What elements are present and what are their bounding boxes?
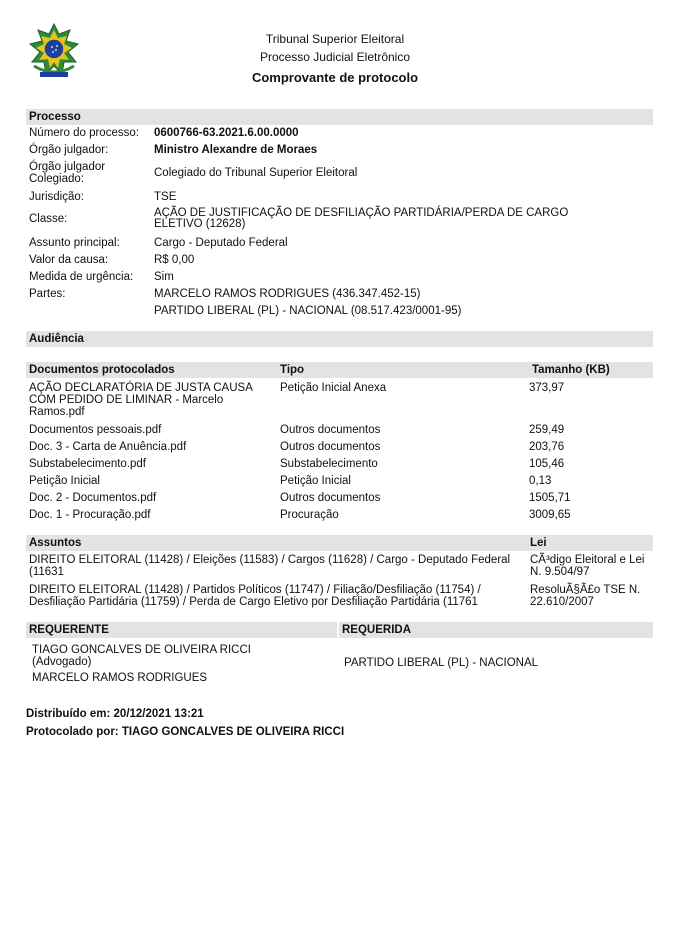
col-lei-header: Lei — [530, 537, 547, 549]
col-assuntos-header: Assuntos — [29, 537, 82, 549]
valor-label: Valor da causa: — [29, 254, 109, 266]
doc-row-5-name: Petição Inicial — [29, 475, 100, 487]
assunto-label: Assunto principal: — [29, 237, 120, 249]
parte-1: MARCELO RAMOS RODRIGUES (436.347.452-15) — [154, 288, 421, 300]
document-header — [180, 30, 490, 89]
protocolado-por: Protocolado por: TIAGO GONCALVES DE OLIVEIRA RICCI — [26, 726, 345, 738]
col-tipo-header: Tipo — [280, 364, 305, 376]
requerida-header: REQUERIDA — [339, 622, 653, 638]
requerida-parte: PARTIDO LIBERAL (PL) - NACIONAL — [344, 657, 539, 669]
valor-value: R$ 0,00 — [154, 254, 195, 266]
doc-row-2-tamanho: 259,49 — [529, 424, 565, 436]
assunto-value: Cargo - Deputado Federal — [154, 237, 288, 249]
assunto-row-1-lei: CÃ³digo Eleitoral e Lei N. 9.504/97 — [530, 554, 645, 578]
numero-label: Número do processo: — [29, 127, 139, 139]
assunto-row-1: DIREITO ELEITORAL (11428) / Eleições (11583) / Cargos (11628) / Cargo - Deputado Federal (11631 — [29, 554, 511, 578]
document-title: Comprovante de protocolo — [251, 70, 419, 85]
numero-value: 0600766-63.2021.6.00.0000 — [154, 127, 299, 139]
doc-row-1-tamanho: 373,97 — [529, 382, 565, 394]
colegiado-value: Colegiado do Tribunal Superior Eleitoral — [154, 167, 358, 179]
doc-row-1-name: AÇÃO DECLARATÓRIA DE JUSTA CAUSA COM PEDIDO DE LIMINAR - Marcelo Ramos.pdf — [29, 382, 253, 418]
urgencia-label: Medida de urgência: — [29, 271, 134, 283]
requerente-advogado: TIAGO GONCALVES DE OLIVEIRA RICCI (Advogado) — [32, 644, 251, 668]
doc-row-1-tipo: Petição Inicial Anexa — [280, 382, 387, 394]
doc-row-4-tamanho: 105,46 — [529, 458, 565, 470]
classe-value: AÇÃO DE JUSTIFICAÇÃO DE DESFILIAÇÃO PARTIDÁRIA/PERDA DE CARGO ELETIVO (12628) — [154, 207, 569, 230]
doc-row-2-name: Documentos pessoais.pdf — [29, 424, 162, 436]
court-name: Tribunal Superior Eleitoral — [265, 32, 405, 46]
jurisdicao-value: TSE — [154, 191, 177, 203]
parte-2: PARTIDO LIBERAL (PL) - NACIONAL (08.517.423/0001-95) — [154, 305, 462, 317]
doc-row-3-name: Doc. 3 - Carta de Anuência.pdf — [29, 441, 187, 453]
brazil-coat-of-arms-icon — [26, 22, 82, 82]
doc-row-6-name: Doc. 2 - Documentos.pdf — [29, 492, 157, 504]
doc-row-7-tipo: Procuração — [280, 509, 339, 521]
doc-row-6-tamanho: 1505,71 — [529, 492, 571, 504]
section-audiencia-header: Audiência — [26, 331, 653, 347]
classe-label: Classe: — [29, 213, 68, 225]
doc-row-3-tamanho: 203,76 — [529, 441, 565, 453]
doc-row-6-tipo: Outros documentos — [280, 492, 381, 504]
orgao-value: Ministro Alexandre de Moraes — [154, 144, 318, 156]
doc-row-3-tipo: Outros documentos — [280, 441, 381, 453]
requerente-parte: MARCELO RAMOS RODRIGUES — [32, 672, 208, 684]
doc-row-4-tipo: Substabelecimento — [280, 458, 378, 470]
urgencia-value: Sim — [154, 271, 174, 283]
doc-row-7-name: Doc. 1 - Procuração.pdf — [29, 509, 151, 521]
col-doc-header: Documentos protocolados — [29, 364, 175, 376]
documents-table-header — [26, 362, 653, 378]
distribuido-em: Distribuído em: 20/12/2021 13:21 — [26, 708, 204, 720]
col-tamanho-header: Tamanho (KB) — [532, 364, 610, 376]
colegiado-label: Órgão julgador Colegiado: — [29, 161, 106, 185]
partes-label: Partes: — [29, 288, 66, 300]
doc-row-2-tipo: Outros documentos — [280, 424, 381, 436]
requerente-header: REQUERENTE — [26, 622, 337, 638]
assunto-row-2-lei: ResoluÃ§Ã£o TSE N. 22.610/2007 — [530, 584, 641, 608]
doc-row-5-tipo: Petição Inicial — [280, 475, 351, 487]
section-processo-header: Processo — [26, 109, 653, 125]
assunto-row-2: DIREITO ELEITORAL (11428) / Partidos Políticos (11747) / Filiação/Desfiliação (11754) / Desfiliação Partidária (11759) / Perda de Cargo Eletivo por Desfiliação Partidária (11761 — [29, 584, 481, 608]
jurisdicao-label: Jurisdição: — [29, 191, 84, 203]
orgao-label: Órgão julgador: — [29, 144, 109, 156]
assuntos-table-header — [26, 535, 653, 551]
system-name: Processo Judicial Eletrônico — [259, 50, 411, 64]
doc-row-7-tamanho: 3009,65 — [529, 509, 571, 521]
doc-row-4-name: Substabelecimento.pdf — [29, 458, 146, 470]
doc-row-5-tamanho: 0,13 — [529, 475, 552, 487]
